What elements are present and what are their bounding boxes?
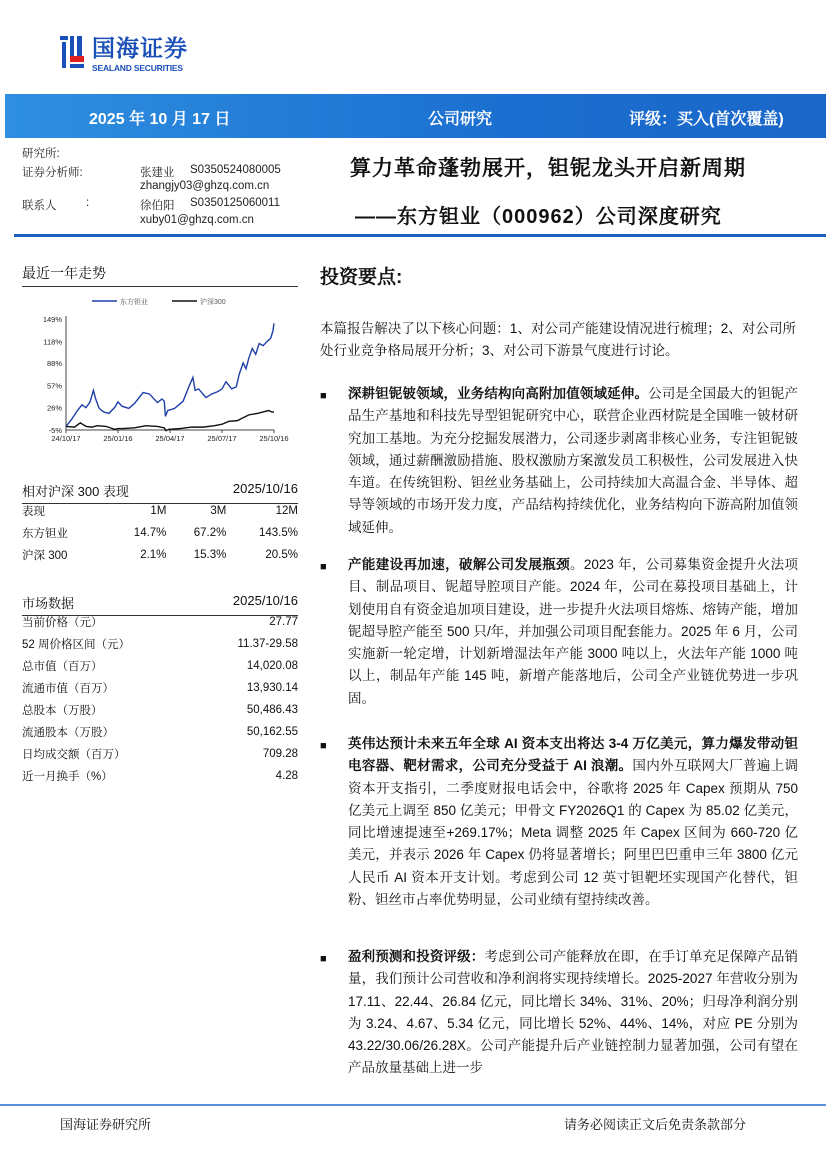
legend-label: 东方钽业 (120, 299, 148, 306)
column-header: 表现 (22, 506, 45, 518)
contact-email[interactable]: xuby01@ghzq.com.cn (140, 214, 254, 226)
cell-label: 总股本（万股） (22, 705, 103, 717)
cell: 沪深 300 (22, 550, 68, 562)
bullet-square-icon: ■ (320, 561, 327, 573)
table-row (22, 655, 298, 677)
cell-value: 11.37-29.58 (237, 638, 298, 650)
cell-label: 日均成交额（百万） (22, 749, 126, 761)
intro-paragraph: 本篇报告解决了以下核心问题：1、对公司产能建设情况进行梳理；2、对公司所处行业竞争格局展开分析；3、对公司下游景气度进行讨论。 (320, 321, 796, 358)
cell-label: 流通市值（百万） (22, 683, 114, 695)
table-row (22, 677, 298, 699)
cell-value: 4.28 (275, 770, 298, 782)
y-tick-label: 118% (43, 337, 62, 347)
cell-label: 近一月换手（%） (22, 771, 113, 783)
bullet-text: 。2023 年，公司募集资金提升火法项目、制品项目、铌超导腔项目产能。2024 年，公司在募投项目基础上，计划使用自有资金追加项目建设，进一步提升火法项目熔炼、熔铸产能，增加铌超导腔产能至 500 只/年，并加强公司项目配套能力。2025 年 6 月，公司实施新一轮定增，计划新增湿法年产能 3000 吨以上，火法年产能 1000 吨以上，制品年产能 145 吨，新增产能落地后，公司全产业链优势进一步巩固。 (348, 557, 798, 706)
y-tick-label: 149% (42, 315, 62, 324)
x-tick-label: 25/10/16 (259, 434, 289, 443)
cell-label: 总市值（百万） (22, 661, 103, 673)
header-banner (5, 94, 826, 138)
series-line-hs300 (66, 411, 274, 431)
trend-heading-text: 最近一年走势 (22, 265, 106, 281)
cell-value: 14,020.08 (246, 660, 298, 672)
trend-heading (22, 263, 298, 287)
table-row (22, 544, 298, 566)
contact-label: 联系人 (22, 200, 57, 212)
contact-name: 徐伯阳 (140, 200, 175, 212)
table-row (22, 699, 298, 721)
cell-label: 流通股本（万股） (22, 727, 114, 739)
bullet-square-icon: ■ (320, 740, 327, 752)
bullet-square-icon: ■ (320, 953, 327, 965)
bullet-item (320, 733, 798, 911)
report-category: 公司研究 (428, 111, 493, 128)
market-table (22, 611, 298, 787)
market-heading-text: 市场数据 (22, 596, 75, 611)
performance-table (22, 500, 298, 566)
column-header: 3M (210, 505, 227, 517)
report-title: 算力革命蓬勃展开，钽铌龙头开启新周期 (350, 157, 746, 180)
cell: 67.2% (193, 527, 227, 539)
analyst-label: 证券分析师: (22, 167, 83, 179)
x-tick-label: 25/07/17 (207, 434, 237, 443)
table-row (22, 633, 298, 655)
table-row (22, 721, 298, 743)
bullet-lead: 深耕钽铌铍领域，业务结构向高附加值领域延伸。 (348, 386, 649, 401)
cell: 2.1% (140, 549, 167, 561)
market-date: 2025/10/16 (232, 593, 298, 608)
column-header: 12M (275, 505, 298, 517)
investment-points-heading: 投资要点: (320, 267, 403, 288)
logo (58, 30, 188, 73)
table-row (22, 522, 298, 544)
logo-text-cn: 国海证券 (92, 35, 188, 61)
bullet-lead: 英伟达预计未来五年全球 AI 资本支出将达 3-4 万亿美元，算力爆发带动钽电容器、靶材需求，公司充分受益于 AI 浪潮。 (348, 736, 798, 774)
footer-left: 国海证券研究所 (60, 1117, 152, 1132)
contact-id: S0350125060011 (190, 197, 280, 209)
cell-label: 52 周价格区间（元） (22, 639, 130, 651)
bullet-lead: 盈利预测和投资评级： (348, 949, 485, 964)
analyst-email[interactable]: zhangjy03@ghzq.com.cn (140, 180, 270, 192)
column-header: 1M (150, 505, 167, 517)
table-row (22, 743, 298, 765)
bullet-item (320, 383, 798, 539)
table-header-row (22, 500, 298, 522)
x-tick-label: 25/01/16 (103, 434, 133, 443)
contact-colon: : (86, 197, 90, 209)
logo-mark-icon (58, 34, 86, 70)
cell: 14.7% (133, 527, 167, 539)
logo-text-en: SEALAND SECURITIES (92, 63, 183, 73)
cell: 143.5% (258, 527, 298, 539)
analyst-name: 张建业 (140, 167, 175, 179)
report-subtitle: ——东方钽业（000962）公司深度研究 (355, 206, 722, 228)
bullet-text: 公司是全国最大的钽铌产品生产基地和科技先导型钽铌研究中心，联营企业西材院是全国唯一铍材研究加工基地。为充分挖掘发展潜力，公司逐步剥离非核心业务，专注钽铌铍领域，通过薪酬激励措施、股权激励方案激发员工积极性，公司发展进入快车道。在传统钽粉、钽丝业务基础上，公司持续加大高温合金、半导体、超导等领域的市场开发力度，产品结构持续优化，业务结构向下游高附加值领域延伸。 (348, 386, 798, 535)
cell: 15.3% (193, 549, 227, 561)
y-tick-label: 57% (46, 381, 62, 391)
cell: 东方钽业 (22, 528, 68, 540)
cell-value: 27.77 (269, 616, 298, 628)
cell-value: 50,162.55 (246, 726, 298, 738)
stock-trend-chart (22, 290, 298, 450)
institute-label: 研究所: (22, 148, 60, 160)
bullet-item (320, 946, 798, 1080)
cell: 20.5% (265, 549, 298, 561)
chart-lines (66, 323, 274, 430)
cell-value: 13,930.14 (246, 682, 298, 694)
bullet-lead: 产能建设再加速，破解公司发展瓶颈 (348, 557, 570, 572)
legend-label: 沪深300 (200, 299, 226, 306)
series-line-dongfang (66, 323, 274, 426)
footer-right: 请务必阅读正文后免责条款部分 (564, 1117, 747, 1132)
performance-date: 2025/10/16 (232, 481, 298, 496)
cell-value: 709.28 (262, 748, 298, 760)
header-divider (14, 234, 826, 237)
chart-legend (92, 297, 226, 306)
cell-value: 50,486.43 (246, 704, 298, 716)
bullet-item (320, 554, 798, 710)
table-row (22, 611, 298, 633)
bullet-text: 考虑到公司产能释放在即，在手订单充足保障产品销量，我们预计公司营收和净利润将实现持续增长。2025-2027 年营收分别为 17.11、22.44、26.84 亿元，同比增长 34%、31%、20%；归母净利润分别为 3.24、4.67、5.34 亿元，同比增长 52%、44%、14%，对应 PE 分别为 43.22/30.06/26.28X。公司产能提升后产业链控制力显著加强，公司有望在产品放量基础上进一步 (348, 949, 798, 1076)
cell-label: 当前价格（元） (22, 617, 103, 629)
rating: 评级：买入(首次覆盖) (629, 111, 784, 128)
table-row (22, 765, 298, 787)
y-tick-label: -5% (48, 426, 62, 435)
x-tick-label: 24/10/17 (51, 434, 81, 443)
bullet-text: 国内外互联网大厂普遍上调资本开支指引，二季度财报电话会中，谷歌将 2025 年 Capex 预期从 750 亿美元上调至 850 亿美元；甲骨文 FY2026Q1 的 Capex 为 85.02 亿美元，同比增速提速至+269.17%；Meta 调整 2025 年 Capex 区间为 660-720 亿美元，并表示 2026 年 Capex 仍将显著增长；阿里巴巴重申三年 3800 亿元人民币 AI 资本开支计划。考虑到公司 12 英寸钽靶坯实现国产化替代，钽粉、钽丝市占率优势明显，公司业绩有望持续改善。 (348, 758, 798, 908)
performance-heading-text: 相对沪深 300 表现 (22, 484, 129, 499)
analyst-id: S0350524080005 (190, 164, 281, 176)
x-tick-label: 25/04/17 (155, 434, 185, 443)
footer-divider (0, 1104, 826, 1106)
y-tick-label: 26% (46, 403, 62, 413)
bullet-square-icon: ■ (320, 390, 327, 402)
y-tick-label: 88% (46, 358, 62, 368)
report-date: 2025 年 10 月 17 日 (89, 111, 231, 128)
